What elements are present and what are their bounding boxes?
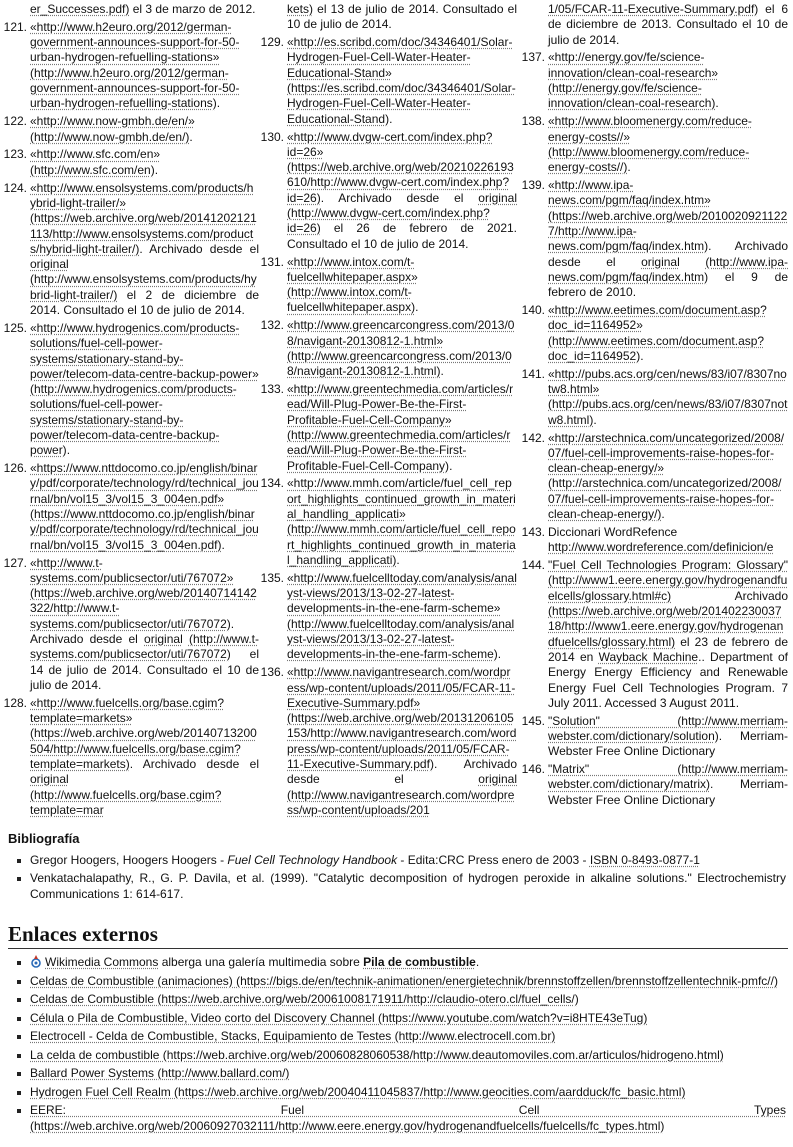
external-link-item xyxy=(8,974,786,990)
reference-item xyxy=(2,114,259,145)
reference-text: . Archivado desde el xyxy=(320,190,479,205)
reference-link[interactable]: "Solution" (http://www.merriam-webster.com/dictionary/solution) xyxy=(548,713,788,743)
reference-link[interactable]: 1/05/FCAR-11-Executive-Summary.pdf) xyxy=(548,2,759,16)
reference-link[interactable]: «http://es.scribd.com/doc/34346401/Solar-Hydrogen-Fuel-Cell-Water-Heater-Educational-Stand» xyxy=(287,35,513,80)
reference-link[interactable]: kets) xyxy=(287,2,314,16)
reference-link[interactable]: original xyxy=(478,772,517,787)
reference-link[interactable]: «http://www.navigantresearch.com/wordpress/wp-content/uploads/2011/05/FCAR-11-Executive-Summary.pdf» xyxy=(287,665,516,710)
reference-link[interactable]: (http://arstechnica.com/uncategorized/2008/07/fuel-cell-improvements-raise-hopes-for-clean-cheap-energy/) xyxy=(548,476,782,522)
reference-link[interactable]: (http://www.fuelcelltoday.com/analysis/analyst-views/2013/13-02-27-latest-developments-in-the-ene-farm-scheme) xyxy=(287,616,515,662)
reference-number: 145. xyxy=(521,713,545,728)
external-link-item xyxy=(8,1029,786,1045)
reference-link[interactable]: (https://web.archive.org/web/20141202121113/http://www.ensolsystems.com/products/hybrid-light-trailer/) xyxy=(30,211,257,256)
reference-text: el 3 de marzo de 2012. xyxy=(129,2,256,16)
external-link-item xyxy=(8,1085,786,1101)
reference-text: . xyxy=(154,162,159,177)
reference-number: 121. xyxy=(3,19,27,34)
reference-link[interactable]: original xyxy=(641,254,680,269)
reference-link[interactable]: «http://pubs.acs.org/cen/news/83/i07/8307notw8.html» xyxy=(548,366,787,397)
external-link-item xyxy=(8,1103,786,1134)
references-column-2 xyxy=(259,2,517,821)
reference-number: 146. xyxy=(521,762,545,777)
reference-text: . Archivado desde el xyxy=(129,757,259,771)
reference-item xyxy=(259,571,517,663)
reference-item xyxy=(517,431,788,523)
reference-item xyxy=(2,321,259,459)
reference-number: 138. xyxy=(521,114,545,129)
reference-item xyxy=(517,2,788,48)
reference-number: 142. xyxy=(521,430,545,445)
reference-text: Archivado xyxy=(671,588,788,603)
bib-text: Venkatachalapathy, R., G. P. Davila, et al. (1999). "Catalytic decomposition of hydrogen peroxide in alkaline solutions." Electrochemistry Communications 1: 614-617. xyxy=(30,871,786,901)
reference-link[interactable]: (http://www.sfc.com/en) xyxy=(30,162,155,177)
reference-item xyxy=(517,178,788,300)
reference-link[interactable]: (http://www.now-gmbh.de/en/) xyxy=(30,129,190,144)
reference-text: . xyxy=(415,300,419,315)
reference-number: 135. xyxy=(260,570,284,585)
reference-link[interactable]: «http://www.dvgw-cert.com/index.php?id=26» xyxy=(287,129,493,159)
reference-link[interactable]: original xyxy=(478,190,517,205)
reference-link[interactable]: original xyxy=(144,632,183,647)
reference-text: . xyxy=(627,160,631,175)
external-link-item xyxy=(8,1048,786,1064)
reference-item xyxy=(2,461,259,553)
bibliography-list xyxy=(8,853,786,903)
reference-number: 137. xyxy=(521,50,545,65)
bib-book-title: Fuel Cell Technology Handbook xyxy=(227,852,398,867)
reference-link[interactable]: (http://www1.eere.energy.gov/hydrogenandfuelcells/glossary.html#c) xyxy=(548,573,788,603)
reference-text: . xyxy=(221,537,225,552)
reference-number: 126. xyxy=(3,461,27,476)
external-link[interactable]: La celda de combustible (https://web.archive.org/web/20060828060538/http://www.deautomoviles.com.ar/articulos/hidrogeno.html) xyxy=(30,1047,724,1062)
external-link[interactable]: Electrocell - Celda de Combustible, Stacks, Equipamiento de Testes (http://www.electrocell.com.br) xyxy=(30,1029,556,1044)
reference-text: el 6 de diciembre de 2013. Consultado el 10 de julio de 2014. xyxy=(548,2,788,47)
reference-item xyxy=(259,2,517,33)
reference-item xyxy=(259,255,517,316)
bib-text: - Edita:CRC Press enero de 2003 - xyxy=(397,852,590,867)
reference-link[interactable]: «http://www.fuelcelltoday.com/analysis/analyst-views/2013/13-02-27-latest-developments-in-the-ene-farm-scheme» xyxy=(287,570,517,616)
reference-number: 129. xyxy=(260,35,284,50)
reference-item xyxy=(517,303,788,364)
reference-text: .. Department of Energy Energy Efficiency and Renewable Energy Fuel Cell Technologies Program. 7 July 2011. Accessed 3 August 2011. xyxy=(548,649,789,710)
reference-link[interactable]: original xyxy=(30,772,69,787)
reference-number: 134. xyxy=(260,476,284,491)
wikimedia-commons-link[interactable]: Wikimedia Commons xyxy=(45,955,159,970)
reference-link[interactable]: er_Successes.pdf) xyxy=(30,2,130,16)
reference-text: . xyxy=(449,458,453,473)
external-link-item xyxy=(8,955,786,971)
reference-link[interactable]: «http://www.fuelcells.org/base.cgim?template=markets» xyxy=(30,695,225,726)
reference-text: . xyxy=(497,647,502,662)
external-link[interactable]: Celdas de Combustible (https://web.archive.org/web/20061008171911/http://claudio-otero.cl/fuel_cells/) xyxy=(30,992,579,1007)
reference-text: . Archivado desde el xyxy=(548,239,788,269)
external-link[interactable]: EERE: Fuel Cell Types (https://web.archive.org/web/20060927032111/http://www.eere.energy.gov/hydrogenandfuelcells/fuelcells/fc_types.html) xyxy=(30,1103,786,1133)
reference-number: 136. xyxy=(260,665,284,680)
external-link[interactable]: Celdas de Combustible (animaciones) (https://bigs.de/en/technik-animationen/energietechnik/brennstoffzellen/brennstoffzellentechnik-pmfc//) xyxy=(30,973,778,988)
external-links-heading: Enlaces externos xyxy=(8,922,788,949)
reference-text: . Archivado desde el xyxy=(139,241,259,256)
reference-link[interactable]: (https://www.nttdocomo.co.jp/english/binary/pdf/corporate/technology/rd/technical_journal/bn/vol15_3/vol15_3_004en.pdf) xyxy=(30,507,259,552)
reference-link[interactable]: «http://www.greentechmedia.com/articles/read/Will-Plug-Power-Be-the-First-Profitable-Fuel-Cell-Company» xyxy=(287,382,514,427)
reference-link[interactable]: (http://www.navigantresearch.com/wordpress/wp-content/uploads/201 xyxy=(287,787,515,817)
reference-link[interactable]: «http://www.ipa-news.com/pgm/faq/index.htm» xyxy=(548,178,711,208)
reference-item xyxy=(259,476,517,568)
reference-text: . xyxy=(440,364,444,379)
reference-text: . xyxy=(216,96,221,111)
external-link[interactable]: Hydrogen Fuel Cell Realm (https://web.archive.org/web/20040411045837/http://www.geocities.com/aardduck/fc_basic.html) xyxy=(30,1084,686,1099)
reference-text: el 23 de febrero de 2014 en xyxy=(548,634,788,664)
reference-link[interactable]: (http://www.bloomenergy.com/reduce-energy-costs//) xyxy=(548,144,750,175)
reference-item xyxy=(259,665,517,818)
bib-text: Gregor Hoogers, Hoogers Hoogers - xyxy=(30,852,228,867)
reference-text: . xyxy=(389,111,393,126)
reference-number: 123. xyxy=(3,147,27,162)
reference-item xyxy=(2,556,259,694)
reference-item xyxy=(259,318,517,379)
reference-text: . Merriam-Webster Free Online Dictionary xyxy=(548,729,788,759)
reference-item xyxy=(517,525,788,556)
reference-link[interactable]: (http://www.hydrogenics.com/products-solutions/fuel-cell-power-systems/stationary-stand-by-power/telecom-data-centre-backup-power) xyxy=(30,382,237,458)
reference-link[interactable]: "Matrix" (http://www.merriam-webster.com/dictionary/matrix) xyxy=(548,762,788,792)
reference-link[interactable]: «http://www.now-gmbh.de/en/» xyxy=(30,114,195,129)
reference-text: . Merriam-Webster Free Online Dictionary xyxy=(548,777,788,807)
reference-link[interactable]: (http://energy.gov/fe/science-innovation/clean-coal-research) xyxy=(548,81,716,111)
bibliography-item xyxy=(8,853,786,869)
reference-link[interactable]: «http://www.mmh.com/article/fuel_cell_report_highlights_continued_growth_in_material_handling_applicati» xyxy=(287,476,516,522)
reference-link[interactable]: (http://www.greentechmedia.com/articles/read/Will-Plug-Power-Be-the-First-Profitable-Fuel-Cell-Company) xyxy=(287,427,511,473)
reference-text: el 13 de julio de 2014. Consultado el 10 de julio de 2014. xyxy=(287,2,517,32)
reference-item xyxy=(517,114,788,175)
reference-link[interactable]: «http://www.intox.com/t-fuelcellwhitepaper.aspx» xyxy=(287,254,418,284)
reference-number: 140. xyxy=(521,303,545,318)
reference-link[interactable]: «http://www.eetimes.com/document.asp?doc_id=1164952» xyxy=(548,303,767,333)
reference-item xyxy=(517,762,788,808)
reference-text: el 9 de febrero de 2010. xyxy=(548,269,788,300)
reference-item xyxy=(259,35,517,127)
reference-link[interactable]: (http://www.dvgw-cert.com/index.php?id=26) xyxy=(287,206,490,236)
reference-link[interactable]: (https://web.archive.org/web/20140223003718/http://www1.eere.energy.gov/hydrogenandfuelcells/glossary.html) xyxy=(548,604,784,649)
reference-link[interactable]: http://www.wordreference.com/definicion/e xyxy=(548,540,774,555)
reference-link[interactable]: «http://www.greencarcongress.com/2013/08/navigant-20130812-1.html» xyxy=(287,318,515,348)
external-link-item xyxy=(8,1066,786,1082)
reference-link[interactable]: (https://web.archive.org/web/20131206105153/http://www.navigantresearch.com/wordpress/wp-content/uploads/2011/05/FCAR-11-Executive-Summary.pdf) xyxy=(287,711,517,771)
reference-text: el 14 de julio de 2014. Consultado el 10 de julio de 2014. xyxy=(30,647,259,692)
reference-text: . xyxy=(189,129,193,144)
reference-link[interactable]: (http://www.eetimes.com/document.asp?doc_id=1164952) xyxy=(548,333,765,363)
reference-number: 132. xyxy=(260,318,284,333)
references-column-3 xyxy=(517,2,788,811)
wikimedia-commons-icon xyxy=(30,955,42,968)
reference-link[interactable]: (http://pubs.acs.org/cen/news/83/i07/8307notw8.html) xyxy=(548,397,788,427)
reference-number: 139. xyxy=(521,178,545,193)
reference-link[interactable]: «http://energy.gov/fe/science-innovation/clean-coal-research» xyxy=(548,50,719,80)
reference-text: . xyxy=(715,96,719,111)
reference-link[interactable]: «http://arstechnica.com/uncategorized/2008/07/fuel-cell-improvements-raise-hopes-for-clean-cheap-energy/» xyxy=(548,430,785,476)
reference-link[interactable]: (http://www.fuelcells.org/base.cgim?template=mar xyxy=(30,787,222,817)
reference-item xyxy=(2,147,259,178)
isbn-link[interactable]: ISBN 0-8493-0877-1 xyxy=(589,852,700,867)
reference-link[interactable]: «http://www.sfc.com/en» xyxy=(30,147,161,162)
reference-item xyxy=(517,50,788,111)
reference-text: Diccionari WordRefence xyxy=(548,524,678,539)
reference-link[interactable]: «http://www.t-systems.com/publicsector/uti/767072» xyxy=(30,555,234,585)
reference-number: 131. xyxy=(260,254,284,269)
reference-text: el 2 de diciembre de 2014. Consultado el 10 de julio de 2014. xyxy=(30,287,259,318)
reference-link[interactable]: original xyxy=(30,257,69,272)
reference-item xyxy=(2,181,259,319)
reference-number: 133. xyxy=(260,382,284,397)
commons-text: alberga una galería multimedia sobre xyxy=(158,955,364,970)
external-link-item xyxy=(8,992,786,1008)
commons-text-end: . xyxy=(475,955,480,970)
reference-number: 141. xyxy=(521,366,545,381)
reference-text: . xyxy=(640,348,644,363)
bibliography-heading: Bibliografía xyxy=(8,830,80,846)
reference-item xyxy=(2,696,259,818)
reference-link[interactable]: (http://www.ipa-news.com/pgm/faq/index.htm) xyxy=(548,254,789,284)
external-link[interactable]: Célula o Pila de Combustible, Video corto del Discovery Channel (https://www.youtube.com/watch?v=i8HTE43eTug) xyxy=(30,1010,648,1025)
reference-text: . Archivado desde el xyxy=(30,616,235,647)
reference-link[interactable]: (https://web.archive.org/web/20100209211227/http://www.ipa-news.com/pgm/faq/index.htm) xyxy=(548,208,788,254)
reference-number: 127. xyxy=(3,555,27,570)
reference-item xyxy=(2,2,259,17)
reference-number: 124. xyxy=(3,180,27,195)
external-link[interactable]: Ballard Power Systems (http://www.ballard.com/) xyxy=(30,1066,290,1081)
reference-link[interactable]: (http://www.t-systems.com/publicsector/uti/767072) xyxy=(30,632,259,662)
reference-item xyxy=(517,367,788,428)
reference-item xyxy=(259,130,517,252)
reference-link[interactable]: (http://www.mmh.com/article/fuel_cell_report_highlights_continued_growth_in_material_handling_applicati) xyxy=(287,522,516,567)
reference-text: el 26 de febrero de 2021. Consultado el 10 de julio de 2014. xyxy=(287,221,517,251)
reference-link[interactable]: (http://www.intox.com/t-fuelcellwhitepaper.aspx) xyxy=(287,285,416,315)
reference-number: 144. xyxy=(521,558,545,573)
reference-number: 122. xyxy=(3,114,27,129)
references-column-1 xyxy=(2,2,259,821)
external-links-list xyxy=(8,955,786,1147)
reference-item xyxy=(517,558,788,711)
reference-link[interactable]: (http://www.h2euro.org/2012/german-government-announces-support-for-50-urban-hydrogen-refuelling-stations) xyxy=(30,65,240,111)
reference-text: . Archivado desde el xyxy=(287,757,517,787)
reference-link[interactable]: (https://es.scribd.com/doc/34346401/Solar-Hydrogen-Fuel-Cell-Water-Heater-Educational-Stand) xyxy=(287,81,516,126)
reference-text: . xyxy=(66,443,71,458)
reference-link[interactable]: "Fuel Cell Technologies Program: Glossary" xyxy=(548,558,788,573)
reference-item xyxy=(517,714,788,760)
reference-link[interactable]: (http://www.greencarcongress.com/2013/08/navigant-20130812-1.html) xyxy=(287,348,512,379)
reference-link[interactable]: «http://www.hydrogenics.com/products-solutions/fuel-cell-power-systems/stationary-stand-by-power/telecom-data-centre-backup-power» xyxy=(30,320,259,381)
external-link-item xyxy=(8,1011,786,1027)
reference-link[interactable]: (http://www.ensolsystems.com/products/hybrid-light-trailer/) xyxy=(30,272,257,302)
reference-text xyxy=(680,255,706,269)
bibliography-item xyxy=(8,871,786,902)
reference-text: . xyxy=(593,412,597,427)
reference-item xyxy=(259,382,517,474)
reference-number: 143. xyxy=(521,524,545,539)
reference-link[interactable]: «http://www.ensolsystems.com/products/hybrid-light-trailer/» xyxy=(30,180,254,210)
reference-link[interactable]: «https://www.nttdocomo.co.jp/english/binary/pdf/corporate/technology/rd/technical_journal/bn/vol15_3/vol15_3_004en.pdf» xyxy=(30,461,259,506)
reference-number: 125. xyxy=(3,320,27,335)
reference-link[interactable]: «http://www.h2euro.org/2012/german-government-announces-support-for-50-urban-hydrogen-refuelling-stations» xyxy=(30,19,240,65)
reference-text: . xyxy=(661,507,665,522)
reference-number: 128. xyxy=(3,695,27,710)
reference-link[interactable]: «http://www.bloomenergy.com/reduce-energy-costs//» xyxy=(548,114,752,144)
reference-number: 130. xyxy=(260,129,284,144)
reference-link[interactable]: (https://web.archive.org/web/20140714142322/http://www.t-systems.com/publicsector/uti/767072) xyxy=(30,586,257,631)
reference-item xyxy=(2,20,259,112)
pila-de-combustible-link[interactable]: Pila de combustible xyxy=(363,955,476,970)
reference-text: . xyxy=(396,552,400,567)
reference-link[interactable]: (https://web.archive.org/web/20140713200504/http://www.fuelcells.org/base.cgim?template=markets) xyxy=(30,726,257,771)
reference-link[interactable]: (https://web.archive.org/web/20210226193610/http://www.dvgw-cert.com/index.php?id=26) xyxy=(287,160,514,205)
reference-link[interactable]: Wayback Machine xyxy=(598,649,699,664)
